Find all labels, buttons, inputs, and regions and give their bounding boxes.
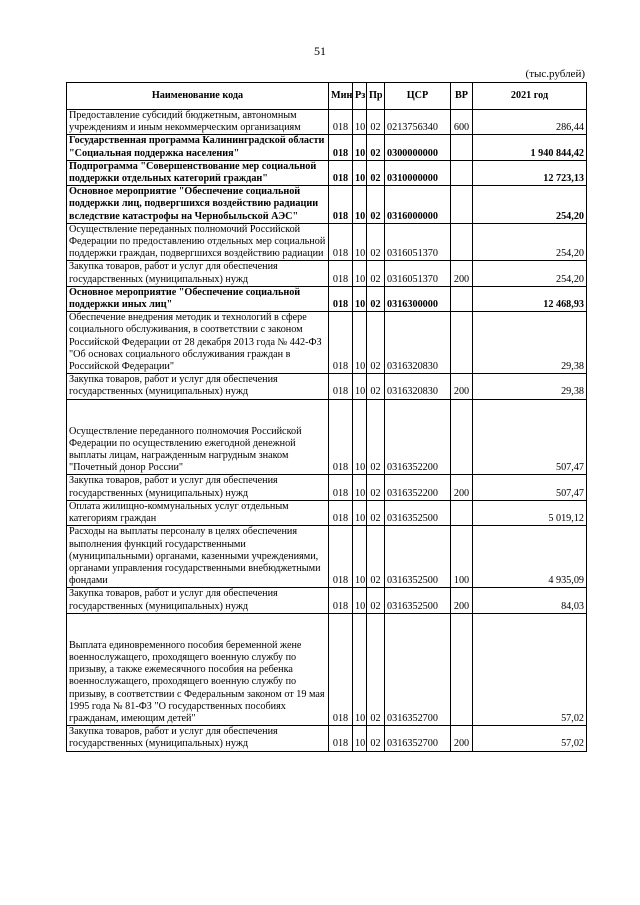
row-name-cell: Закупка товаров, работ и услуг для обеспечения государственных (муниципальных) нужд xyxy=(67,374,329,399)
table-row xyxy=(67,526,587,588)
table-row xyxy=(67,135,587,160)
row-min-cell: 018 xyxy=(329,286,353,311)
row-csr-cell: 0316051370 xyxy=(385,261,451,286)
row-sum-cell: 1 940 844,42 xyxy=(473,135,587,160)
row-rz-cell: 10 xyxy=(353,500,367,525)
row-min-cell: 018 xyxy=(329,374,353,399)
table-row xyxy=(67,374,587,399)
column-header-sum: 2021 год xyxy=(473,83,587,110)
row-min-cell: 018 xyxy=(329,312,353,374)
row-vr-cell: 200 xyxy=(451,374,473,399)
row-rz-cell: 10 xyxy=(353,312,367,374)
row-sum-cell: 12 468,93 xyxy=(473,286,587,311)
row-vr-cell xyxy=(451,286,473,311)
table-row xyxy=(67,726,587,751)
row-name-cell: Обеспечение внедрения методик и технологий в сфере социального обслуживания, в соответствии с законом Российской Федерации от 28 декабря 2013 года № 442-ФЗ "Об основах социального обслуживания граждан в Российской Федерации" xyxy=(67,312,329,374)
column-header-csr: ЦСР xyxy=(385,83,451,110)
row-sum-cell: 507,47 xyxy=(473,475,587,500)
row-vr-cell xyxy=(451,186,473,224)
row-pr-cell: 02 xyxy=(367,160,385,185)
row-min-cell: 018 xyxy=(329,500,353,525)
row-rz-cell: 10 xyxy=(353,286,367,311)
row-sum-cell: 286,44 xyxy=(473,110,587,135)
row-rz-cell: 10 xyxy=(353,110,367,135)
row-min-cell: 018 xyxy=(329,588,353,613)
row-csr-cell: 0316000000 xyxy=(385,186,451,224)
row-csr-cell: 0316320830 xyxy=(385,312,451,374)
table-body xyxy=(67,110,587,752)
row-csr-cell: 0316051370 xyxy=(385,223,451,261)
row-csr-cell: 0316352500 xyxy=(385,500,451,525)
row-rz-cell: 10 xyxy=(353,526,367,588)
row-vr-cell: 200 xyxy=(451,588,473,613)
row-pr-cell: 02 xyxy=(367,110,385,135)
row-pr-cell: 02 xyxy=(367,135,385,160)
row-min-cell: 018 xyxy=(329,160,353,185)
row-min-cell: 018 xyxy=(329,186,353,224)
row-sum-cell: 57,02 xyxy=(473,613,587,725)
row-min-cell: 018 xyxy=(329,110,353,135)
row-pr-cell: 02 xyxy=(367,186,385,224)
row-name-cell: Основное мероприятие "Обеспечение социальной поддержки иных лиц" xyxy=(67,286,329,311)
table-row xyxy=(67,186,587,224)
row-vr-cell xyxy=(451,613,473,725)
row-name-cell: Расходы на выплаты персоналу в целях обеспечения выполнения функций государственными (муниципальными) органами, казенными учреждениями, органами управления государственными внебюджетными фондами xyxy=(67,526,329,588)
row-name-cell: Закупка товаров, работ и услуг для обеспечения государственных (муниципальных) нужд xyxy=(67,261,329,286)
row-csr-cell: 0300000000 xyxy=(385,135,451,160)
row-rz-cell: 10 xyxy=(353,613,367,725)
table-row xyxy=(67,286,587,311)
row-sum-cell: 254,20 xyxy=(473,223,587,261)
row-csr-cell: 0316320830 xyxy=(385,374,451,399)
row-vr-cell xyxy=(451,135,473,160)
row-min-cell: 018 xyxy=(329,726,353,751)
table-row xyxy=(67,500,587,525)
row-vr-cell xyxy=(451,399,473,475)
row-csr-cell: 0316352700 xyxy=(385,613,451,725)
row-vr-cell xyxy=(451,160,473,185)
row-pr-cell: 02 xyxy=(367,526,385,588)
row-pr-cell: 02 xyxy=(367,726,385,751)
table-row xyxy=(67,261,587,286)
row-csr-cell: 0316352500 xyxy=(385,526,451,588)
table-row xyxy=(67,110,587,135)
row-sum-cell: 507,47 xyxy=(473,399,587,475)
row-csr-cell: 0316352200 xyxy=(385,399,451,475)
row-sum-cell: 12 723,13 xyxy=(473,160,587,185)
row-name-cell: Предоставление субсидий бюджетным, автономным учреждениям и иным некоммерческим организациям xyxy=(67,110,329,135)
row-csr-cell: 0316352200 xyxy=(385,475,451,500)
row-vr-cell: 200 xyxy=(451,726,473,751)
budget-table xyxy=(66,82,587,752)
row-pr-cell: 02 xyxy=(367,613,385,725)
units-label: (тыс.рублей) xyxy=(525,68,585,80)
row-sum-cell: 29,38 xyxy=(473,374,587,399)
row-name-cell: Закупка товаров, работ и услуг для обеспечения государственных (муниципальных) нужд xyxy=(67,475,329,500)
row-pr-cell: 02 xyxy=(367,261,385,286)
row-name-cell: Осуществление переданных полномочий Российской Федерации по предоставлению отдельных мер социальной поддержки граждан, подвергшихся воздействию радиации xyxy=(67,223,329,261)
row-rz-cell: 10 xyxy=(353,588,367,613)
row-rz-cell: 10 xyxy=(353,160,367,185)
row-min-cell: 018 xyxy=(329,613,353,725)
column-header-name: Наименование кода xyxy=(67,83,329,110)
row-name-cell: Оплата жилищно-коммунальных услуг отдельным категориям граждан xyxy=(67,500,329,525)
row-name-cell: Государственная программа Калининградской области "Социальная поддержка населения" xyxy=(67,135,329,160)
page-number: 51 xyxy=(314,44,326,58)
row-rz-cell: 10 xyxy=(353,135,367,160)
row-sum-cell: 254,20 xyxy=(473,261,587,286)
row-min-cell: 018 xyxy=(329,399,353,475)
row-sum-cell: 5 019,12 xyxy=(473,500,587,525)
column-header-rz: Рз xyxy=(353,83,367,110)
row-vr-cell: 200 xyxy=(451,261,473,286)
row-name-cell: Выплата единовременного пособия беременной жене военнослужащего, проходящего военную службу по призыву, а также ежемесячного пособия на ребенка военнослужащего, проходящего военную службу по призыву, в соответствии с Федеральным законом от 19 мая 1995 года № 81-ФЗ "О государственных пособиях гражданам, имеющим детей" xyxy=(67,613,329,725)
column-header-pr: Пр xyxy=(367,83,385,110)
row-vr-cell: 100 xyxy=(451,526,473,588)
row-min-cell: 018 xyxy=(329,526,353,588)
row-vr-cell xyxy=(451,500,473,525)
table-row xyxy=(67,160,587,185)
table-row xyxy=(67,588,587,613)
row-csr-cell: 0213756340 xyxy=(385,110,451,135)
table-row xyxy=(67,399,587,475)
row-pr-cell: 02 xyxy=(367,588,385,613)
row-vr-cell xyxy=(451,312,473,374)
row-sum-cell: 4 935,09 xyxy=(473,526,587,588)
table-row xyxy=(67,223,587,261)
row-name-cell: Осуществление переданного полномочия Российской Федерации по осуществлению ежегодной денежной выплаты лицам, награжденным нагрудным знаком "Почетный донор России" xyxy=(67,399,329,475)
row-csr-cell: 0310000000 xyxy=(385,160,451,185)
row-rz-cell: 10 xyxy=(353,374,367,399)
row-vr-cell: 200 xyxy=(451,475,473,500)
row-pr-cell: 02 xyxy=(367,475,385,500)
row-pr-cell: 02 xyxy=(367,223,385,261)
row-pr-cell: 02 xyxy=(367,286,385,311)
row-sum-cell: 29,38 xyxy=(473,312,587,374)
row-vr-cell: 600 xyxy=(451,110,473,135)
row-csr-cell: 0316352500 xyxy=(385,588,451,613)
row-sum-cell: 254,20 xyxy=(473,186,587,224)
row-min-cell: 018 xyxy=(329,223,353,261)
row-min-cell: 018 xyxy=(329,261,353,286)
table-row xyxy=(67,312,587,374)
row-rz-cell: 10 xyxy=(353,475,367,500)
row-pr-cell: 02 xyxy=(367,374,385,399)
table-row xyxy=(67,613,587,725)
table-header-row xyxy=(67,83,587,110)
row-pr-cell: 02 xyxy=(367,312,385,374)
row-rz-cell: 10 xyxy=(353,726,367,751)
row-csr-cell: 0316352700 xyxy=(385,726,451,751)
row-min-cell: 018 xyxy=(329,475,353,500)
row-pr-cell: 02 xyxy=(367,500,385,525)
row-vr-cell xyxy=(451,223,473,261)
column-header-vr: ВР xyxy=(451,83,473,110)
row-rz-cell: 10 xyxy=(353,261,367,286)
row-name-cell: Закупка товаров, работ и услуг для обеспечения государственных (муниципальных) нужд xyxy=(67,588,329,613)
column-header-min: Мин xyxy=(329,83,353,110)
row-name-cell: Закупка товаров, работ и услуг для обеспечения государственных (муниципальных) нужд xyxy=(67,726,329,751)
row-name-cell: Основное мероприятие "Обеспечение социальной поддержки лиц, подвергшихся воздействию радиации вследствие катастрофы на Чернобыльской АЭС" xyxy=(67,186,329,224)
row-rz-cell: 10 xyxy=(353,186,367,224)
row-name-cell: Подпрограмма "Совершенствование мер социальной поддержки отдельных категорий граждан" xyxy=(67,160,329,185)
row-sum-cell: 57,02 xyxy=(473,726,587,751)
row-min-cell: 018 xyxy=(329,135,353,160)
row-csr-cell: 0316300000 xyxy=(385,286,451,311)
table-row xyxy=(67,475,587,500)
row-rz-cell: 10 xyxy=(353,223,367,261)
row-sum-cell: 84,03 xyxy=(473,588,587,613)
row-rz-cell: 10 xyxy=(353,399,367,475)
row-pr-cell: 02 xyxy=(367,399,385,475)
